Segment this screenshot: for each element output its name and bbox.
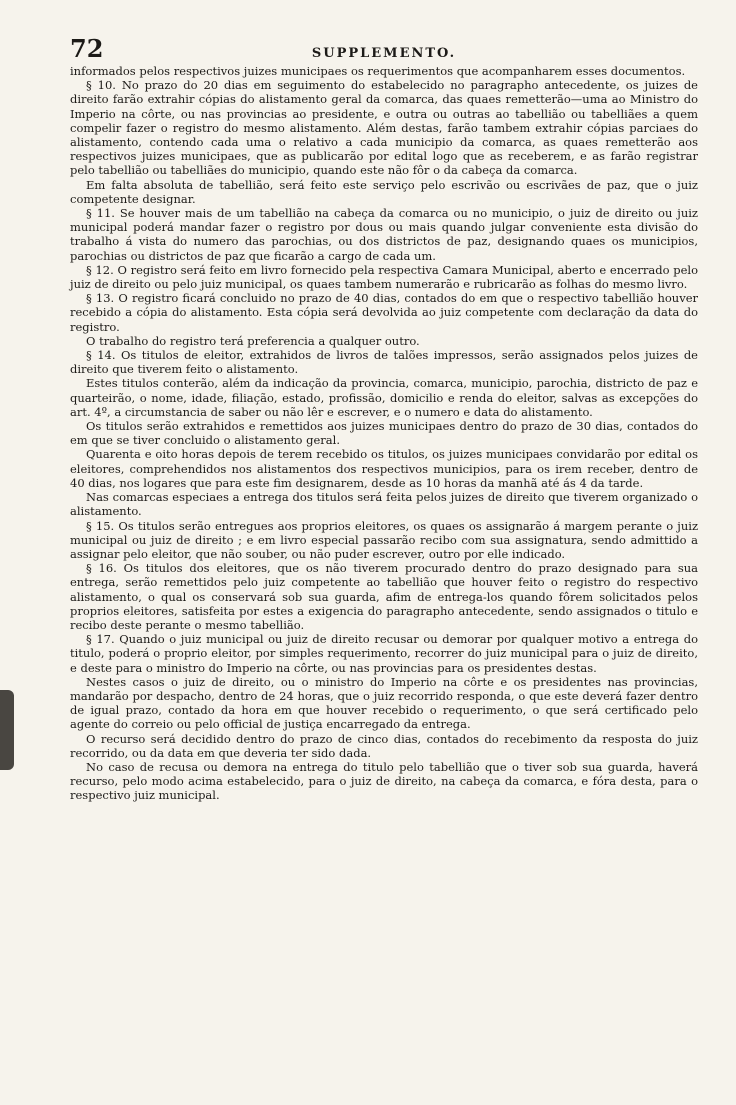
paragraph: § 16. Os titulos dos eleitores, que os não tiverem procurado dentro do prazo designado para sua entrega, serão remettidos pelo juiz competente ao tabellião que houver feito o registro do respectivo alistamento, o qual os conservará sob sua guarda, afim de entrega-los quando fôrem solicitados pelos proprios eleitores, satisfeita por estes a exigencia do paragrapho antecedente, sendo assignados o titulo e recibo deste perante o mesmo tabellião. <box>70 561 698 632</box>
body-text <box>70 64 698 803</box>
paragraph: § 11. Se houver mais de um tabellião na cabeça da comarca ou no municipio, o juiz de direito ou juiz municipal poderá mandar fazer o registro por dous ou mais quando julgar conveniente esta divisão do trabalho á vista do numero das parochias, ou dos districtos de paz, designando quaes os municipios, parochias ou districtos de paz que ficarão a cargo de cada um. <box>70 206 698 263</box>
paragraph: informados pelos respectivos juizes municipaes os requerimentos que acompanharem esses documentos. <box>70 64 686 78</box>
paragraph: § 10. No prazo do 20 dias em seguimento do estabelecido no paragrapho antecedente, os juizes de direito farão extrahir cópias do alistamento geral da comarca, das quaes remetterão—uma ao Ministro do Imperio na côrte, ou nas provincias ao presidente, e outra ou outras ao tabellião ou tabelliães a quem compelir fazer o registro do mesmo alistamento. Além destas, farão tambem extrahir cópias parciaes do alistamento, contendo cada uma o relativo a cada municipio da comarca, as quaes remetterão aos respectivos juizes municipaes, que as publicarão por edital logo que as receberem, e as farão registrar pelo tabellião ou tabelliães do municipio, quando este não fôr o da cabeça da comarca. <box>70 78 698 178</box>
paragraph: Quarenta e oito horas depois de terem recebido os titulos, os juizes municipaes convidarão por edital os eleitores, comprehendidos nos alistamentos dos respectivos municipios, para os irem receber, dentro de 40 dias, nos logares que para este fim designarem, desde as 10 horas da manhã até ás 4 da tarde. <box>70 447 698 490</box>
paragraph: § 15. Os titulos serão entregues aos proprios eleitores, os quaes os assignarão á margem perante o juiz municipal ou juiz de direito ; e em livro especial passarão recibo com sua assignatura, sendo admittido a assignar pelo eleitor, que não souber, ou não puder escrever, outro por elle indicado. <box>70 518 698 561</box>
paragraph: Nestes casos o juiz de direito, ou o ministro do Imperio na côrte e os presidentes nas provincias, mandarão por despacho, dentro de 24 horas, que o juiz recorrido responda, o que este deverá fazer dentro de igual prazo, contado da hora em que houver recebido o requerimento, o que será certificado pelo agente do correio ou pelo official de justiça encarregado da entrega. <box>70 674 698 732</box>
paragraph: § 14. Os titulos de eleitor, extrahidos de livros de talões impressos, serão assignados pelos juizes de direito que tiverem feito o alistamento. <box>70 348 698 377</box>
page-number: 72 <box>70 34 104 63</box>
page-edge-mark <box>0 690 14 770</box>
paragraph: No caso de recusa ou demora na entrega do titulo pelo tabellião que o tiver sob sua guarda, haverá recurso, pelo modo acima estabelecido, para o juiz de direito, na cabeça da comarca, e fóra desta, para o respectivo juiz municipal. <box>70 759 698 803</box>
paragraph: Estes titulos conterão, além da indicação da provincia, comarca, municipio, parochia, districto de paz e quarteirão, o nome, idade, filiação, estado, profissão, domicilio e renda do eleitor, salvas as excepções do art. 4º, a circumstancia de saber ou não lêr e escrever, e o numero e data do alistamento. <box>70 376 698 419</box>
document-page <box>70 34 698 803</box>
paragraph: § 17. Quando o juiz municipal ou juiz de direito recusar ou demorar por qualquer motivo a entrega do titulo, poderá o proprio eleitor, por simples requerimento, recorrer do juiz municipal para o juiz de direito, e deste para o ministro do Imperio na côrte, ou nas provincias para os presidentes destas. <box>70 632 698 675</box>
paragraph: § 12. O registro será feito em livro fornecido pela respectiva Camara Municipal, aberto e encerrado pelo juiz de direito ou pelo juiz municipal, os quaes tambem numerarão e rubricarão as folhas do mesmo livro. <box>70 262 698 292</box>
paragraph: O recurso será decidido dentro do prazo de cinco dias, contados do recebimento da resposta do juiz recorrido, ou da data em que deveria ter sido dada. <box>70 731 698 760</box>
paragraph: § 13. O registro ficará concluido no prazo de 40 dias, contados do em que o respectivo tabellião houver recebido a cópia do alistamento. Esta cópia será devolvida ao juiz competente com declaração da data do registro. <box>70 291 698 334</box>
paragraph: O trabalho do registro terá preferencia a qualquer outro. <box>86 333 420 348</box>
running-head: SUPPLEMENTO. <box>311 46 457 61</box>
paragraph: Em falta absoluta de tabellião, será feito este serviço pelo escrivão ou escrivães de paz, que o juiz competente designar. <box>70 177 698 206</box>
paragraph: Os titulos serão extrahidos e remettidos aos juizes municipaes dentro do prazo de 30 dias, contados do em que se tiver concluido o alistamento geral. <box>70 419 698 448</box>
page-header <box>70 34 698 64</box>
paragraph: Nas comarcas especiaes a entrega dos titulos será feita pelos juizes de direito que tiverem organizado o alistamento. <box>70 490 698 519</box>
